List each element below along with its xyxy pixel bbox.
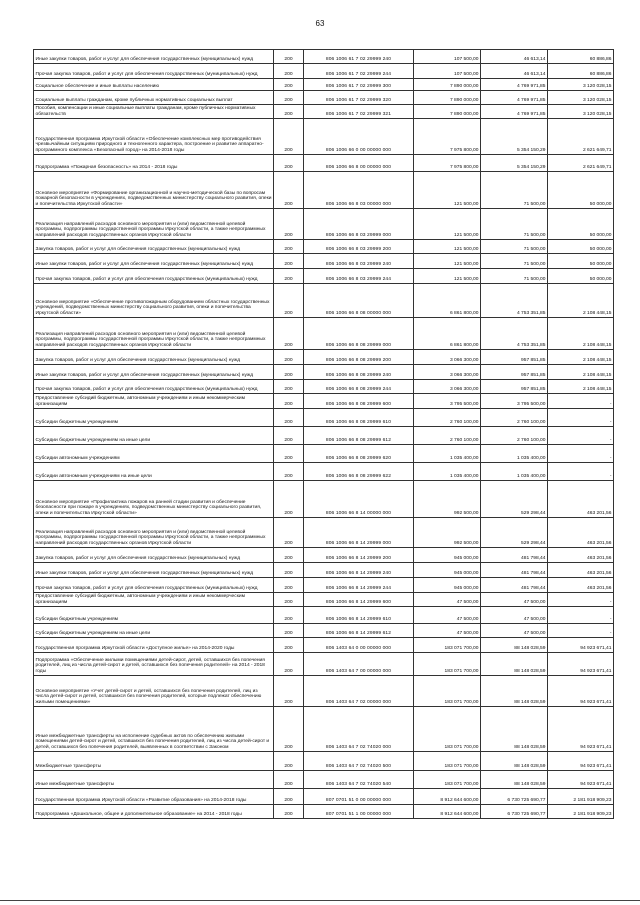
row-code-cell: 200	[274, 394, 304, 409]
row-executed-amount-cell: 2 760 100,00	[481, 427, 548, 445]
row-classification-cell: 806 1006 66 8 14 29999 612	[304, 624, 414, 638]
row-classification-cell: 806 1006 66 8 14 29999 240	[304, 563, 414, 578]
row-executed-amount-cell: 5 354 150,29	[481, 155, 548, 172]
row-executed-amount-cell: 71 500,00	[481, 172, 548, 209]
table-row	[34, 119, 614, 155]
row-classification-cell: 806 1403 64 7 02 74020 000	[304, 707, 414, 752]
row-code-cell: 200	[274, 676, 304, 707]
row-classification-cell: 806 1403 64 7 02 74020 500	[304, 752, 414, 771]
row-approved-amount-cell: 2 760 100,00	[414, 409, 481, 427]
table-row	[34, 593, 614, 607]
row-code-cell: 200	[274, 172, 304, 209]
row-classification-cell: 806 1006 66 8 14 29999 000	[304, 518, 414, 548]
table-row	[34, 380, 614, 394]
row-executed-amount-cell: 2 760 100,00	[481, 409, 548, 427]
row-name-cell: Прочая закупка товаров, работ и услуг для обеспечения государственных (муниципальных) нужд	[34, 380, 274, 394]
row-classification-cell: 806 1006 66 8 00 00000 000	[304, 155, 414, 172]
row-code-cell: 200	[274, 155, 304, 172]
table-row	[34, 409, 614, 427]
row-executed-amount-cell: 71 500,00	[481, 240, 548, 254]
row-classification-cell: 806 1006 66 8 08 29999 610	[304, 409, 414, 427]
row-classification-cell: 806 1006 66 8 08 29999 620	[304, 445, 414, 463]
row-classification-cell: 806 1006 66 8 08 29999 200	[304, 350, 414, 365]
row-executed-amount-cell: 957 851,85	[481, 350, 548, 365]
row-approved-amount-cell: 121 500,00	[414, 254, 481, 269]
row-remaining-amount-cell: 94 923 671,41	[548, 707, 614, 752]
row-approved-amount-cell: 107 500,00	[414, 64, 481, 79]
table-row	[34, 653, 614, 676]
row-remaining-amount-cell: -	[548, 607, 614, 624]
row-classification-cell: 806 1006 66 8 03 29999 200	[304, 240, 414, 254]
row-code-cell: 200	[274, 79, 304, 91]
page-bottom-rule	[0, 900, 640, 901]
row-approved-amount-cell: 8 912 644 600,00	[414, 805, 481, 819]
row-code-cell: 200	[274, 653, 304, 676]
table-row	[34, 805, 614, 819]
table-row	[34, 269, 614, 284]
row-approved-amount-cell: 183 071 700,00	[414, 676, 481, 707]
row-executed-amount-cell: 529 298,44	[481, 518, 548, 548]
row-name-cell: Основное мероприятие «Обеспечение противопожарным оборудованием областных государственных учреждений, подведомственных министерству социального развития, опеки и попечительства Иркутской области»	[34, 284, 274, 318]
row-approved-amount-cell: 183 071 700,00	[414, 638, 481, 653]
row-remaining-amount-cell: 463 201,56	[548, 563, 614, 578]
row-classification-cell: 806 1006 66 8 03 00000 000	[304, 172, 414, 209]
table-row	[34, 676, 614, 707]
row-approved-amount-cell: 183 071 700,00	[414, 771, 481, 789]
row-executed-amount-cell: 529 298,44	[481, 481, 548, 518]
row-name-cell: Социальное обеспечение и иные выплаты населению	[34, 79, 274, 91]
row-executed-amount-cell: 47 500,00	[481, 624, 548, 638]
row-approved-amount-cell: 121 500,00	[414, 172, 481, 209]
row-executed-amount-cell: 88 148 028,59	[481, 638, 548, 653]
row-approved-amount-cell: 121 500,00	[414, 240, 481, 254]
row-code-cell: 200	[274, 254, 304, 269]
row-approved-amount-cell: 1 035 400,00	[414, 463, 481, 481]
row-name-cell: Иные межбюджетные трансферты на исполнение судебных актов по обеспечению жилыми помещениями детей-сирот и детей, оставшихся без попечения родителей, лиц из числа детей-сирот и детей, оставшихся без попечения родителей, выявленных в соответствии с Законом	[34, 707, 274, 752]
row-remaining-amount-cell: 50 000,00	[548, 254, 614, 269]
row-name-cell: Прочая закупка товаров, работ и услуг для обеспечения государственных (муниципальных) нужд	[34, 64, 274, 79]
row-classification-cell: 806 1006 66 8 08 29999 600	[304, 394, 414, 409]
row-executed-amount-cell: 957 851,85	[481, 365, 548, 380]
row-remaining-amount-cell: 2 108 448,15	[548, 284, 614, 318]
row-classification-cell: 806 1006 61 7 02 29999 320	[304, 91, 414, 105]
row-remaining-amount-cell: 2 621 649,71	[548, 155, 614, 172]
row-code-cell: 200	[274, 105, 304, 119]
table-row	[34, 463, 614, 481]
table-row	[34, 707, 614, 752]
row-remaining-amount-cell: 94 923 671,41	[548, 638, 614, 653]
row-name-cell: Прочая закупка товаров, работ и услуг для обеспечения государственных (муниципальных) нужд	[34, 269, 274, 284]
row-remaining-amount-cell: -	[548, 394, 614, 409]
row-classification-cell: 806 1006 66 8 08 00000 000	[304, 284, 414, 318]
row-remaining-amount-cell: 50 000,00	[548, 240, 614, 254]
row-executed-amount-cell: 47 500,00	[481, 593, 548, 607]
table-row	[34, 79, 614, 91]
table-row	[34, 64, 614, 79]
row-name-cell: Подпрограмма «Пожарная безопасность» на 2014 - 2018 годы	[34, 155, 274, 172]
row-executed-amount-cell: 6 730 725 690,77	[481, 805, 548, 819]
row-approved-amount-cell: 3 066 300,00	[414, 380, 481, 394]
row-approved-amount-cell: 6 861 800,00	[414, 318, 481, 350]
row-code-cell: 200	[274, 805, 304, 819]
row-approved-amount-cell: 1 035 400,00	[414, 445, 481, 463]
row-remaining-amount-cell: 3 120 028,15	[548, 91, 614, 105]
row-code-cell: 200	[274, 607, 304, 624]
row-executed-amount-cell: 71 500,00	[481, 209, 548, 240]
row-remaining-amount-cell: -	[548, 624, 614, 638]
row-approved-amount-cell: 47 500,00	[414, 624, 481, 638]
row-executed-amount-cell: 4 769 971,85	[481, 91, 548, 105]
table-row	[34, 607, 614, 624]
row-executed-amount-cell: 481 798,44	[481, 578, 548, 593]
row-remaining-amount-cell: 60 886,86	[548, 64, 614, 79]
row-name-cell: Государственная программа Иркутской области «Развитие образования» на 2014-2018 годы	[34, 789, 274, 805]
row-code-cell: 200	[274, 518, 304, 548]
row-code-cell: 200	[274, 463, 304, 481]
table-row	[34, 518, 614, 548]
row-code-cell: 200	[274, 240, 304, 254]
table-body	[34, 50, 614, 819]
row-classification-cell: 806 1006 66 0 00 00000 000	[304, 119, 414, 155]
row-code-cell: 200	[274, 409, 304, 427]
row-name-cell: Закупка товаров, работ и услуг для обеспечения государственных (муниципальных) нужд	[34, 350, 274, 365]
row-remaining-amount-cell: -	[548, 427, 614, 445]
row-name-cell: Субсидии бюджетным учреждениям на иные цели	[34, 624, 274, 638]
row-remaining-amount-cell: -	[548, 445, 614, 463]
row-code-cell: 200	[274, 50, 304, 64]
row-approved-amount-cell: 183 071 700,00	[414, 707, 481, 752]
row-executed-amount-cell: 5 354 150,29	[481, 119, 548, 155]
table-row	[34, 752, 614, 771]
row-name-cell: Основное мероприятие «Профилактика пожаров на ранней стадии развития и обеспечение безопасности при пожаре в учреждениях, подведомственных министерству социального развития, опеки и попечительства Иркутской области»	[34, 481, 274, 518]
row-remaining-amount-cell: 50 000,00	[548, 209, 614, 240]
row-approved-amount-cell: 121 500,00	[414, 269, 481, 284]
table-row	[34, 394, 614, 409]
row-remaining-amount-cell: 2 181 918 909,23	[548, 789, 614, 805]
row-approved-amount-cell: 3 066 300,00	[414, 365, 481, 380]
row-code-cell: 200	[274, 380, 304, 394]
row-remaining-amount-cell: 50 000,00	[548, 172, 614, 209]
table-row	[34, 445, 614, 463]
row-approved-amount-cell: 2 760 100,00	[414, 427, 481, 445]
row-classification-cell: 806 1006 66 8 14 29999 600	[304, 593, 414, 607]
row-name-cell: Межбюджетные трансферты	[34, 752, 274, 771]
row-executed-amount-cell: 957 851,85	[481, 380, 548, 394]
row-code-cell: 200	[274, 119, 304, 155]
row-name-cell: Социальные выплаты гражданам, кроме публичных нормативных социальных выплат	[34, 91, 274, 105]
row-remaining-amount-cell: 3 120 028,15	[548, 79, 614, 91]
row-executed-amount-cell: 6 730 725 690,77	[481, 789, 548, 805]
budget-table	[33, 49, 614, 819]
row-code-cell: 200	[274, 707, 304, 752]
row-remaining-amount-cell: 2 108 448,15	[548, 318, 614, 350]
row-executed-amount-cell: 47 500,00	[481, 607, 548, 624]
row-name-cell: Субсидии автономным учреждениям	[34, 445, 274, 463]
row-code-cell: 200	[274, 638, 304, 653]
row-remaining-amount-cell: 94 923 671,41	[548, 752, 614, 771]
row-classification-cell: 806 1006 66 8 03 29999 000	[304, 209, 414, 240]
row-approved-amount-cell: 992 500,00	[414, 518, 481, 548]
row-remaining-amount-cell: 2 108 448,15	[548, 365, 614, 380]
table-row	[34, 91, 614, 105]
row-remaining-amount-cell: 2 621 649,71	[548, 119, 614, 155]
row-classification-cell: 806 1006 66 8 08 29999 612	[304, 427, 414, 445]
row-executed-amount-cell: 46 613,14	[481, 64, 548, 79]
row-executed-amount-cell: 1 035 400,00	[481, 463, 548, 481]
row-code-cell: 200	[274, 269, 304, 284]
row-code-cell: 200	[274, 624, 304, 638]
row-code-cell: 200	[274, 593, 304, 607]
table-row	[34, 105, 614, 119]
row-name-cell: Прочая закупка товаров, работ и услуг для обеспечения государственных (муниципальных) нужд	[34, 578, 274, 593]
row-code-cell: 200	[274, 563, 304, 578]
row-classification-cell: 806 1006 61 7 02 29999 300	[304, 79, 414, 91]
row-name-cell: Субсидии автономным учреждениям на иные цели	[34, 463, 274, 481]
row-remaining-amount-cell: 94 923 671,41	[548, 771, 614, 789]
row-code-cell: 200	[274, 350, 304, 365]
row-classification-cell: 806 1006 66 8 03 29999 240	[304, 254, 414, 269]
row-name-cell: Предоставление субсидий бюджетным, автономным учреждениям и иным некоммерческим организациям	[34, 593, 274, 607]
row-remaining-amount-cell: -	[548, 409, 614, 427]
row-name-cell: Закупка товаров, работ и услуг для обеспечения государственных (муниципальных) нужд	[34, 548, 274, 563]
table-row	[34, 155, 614, 172]
row-code-cell: 200	[274, 481, 304, 518]
row-executed-amount-cell: 88 148 028,59	[481, 676, 548, 707]
row-classification-cell: 806 1403 64 7 00 00000 000	[304, 653, 414, 676]
row-name-cell: Основное мероприятие «Формирование организационной и научно-методической базы по вопросам пожарной безопасности в учреждениях, подведомственных министерству социального развития, опеки и попечительства Иркутской области»	[34, 172, 274, 209]
row-code-cell: 200	[274, 427, 304, 445]
row-remaining-amount-cell: 2 108 448,15	[548, 350, 614, 365]
row-classification-cell: 806 1006 61 7 02 29999 240	[304, 50, 414, 64]
row-remaining-amount-cell: 463 201,56	[548, 548, 614, 563]
table-row	[34, 638, 614, 653]
row-executed-amount-cell: 1 035 400,00	[481, 445, 548, 463]
row-approved-amount-cell: 7 975 800,00	[414, 155, 481, 172]
table-row	[34, 254, 614, 269]
row-approved-amount-cell: 121 500,00	[414, 209, 481, 240]
row-code-cell: 200	[274, 771, 304, 789]
row-executed-amount-cell: 481 798,44	[481, 563, 548, 578]
row-name-cell: Реализация направлений расходов основного мероприятия и (или) ведомственной целевой программы, подпрограммы государственной программы Иркутской области, а также непрограммных направлений расходов государственных органов Иркутской области	[34, 518, 274, 548]
row-code-cell: 200	[274, 752, 304, 771]
row-executed-amount-cell: 88 148 028,59	[481, 752, 548, 771]
table-row	[34, 318, 614, 350]
row-executed-amount-cell: 88 148 028,59	[481, 707, 548, 752]
row-classification-cell: 806 1006 66 8 08 29999 244	[304, 380, 414, 394]
row-approved-amount-cell: 7 890 000,00	[414, 79, 481, 91]
row-classification-cell: 806 1006 61 7 02 29999 244	[304, 64, 414, 79]
row-executed-amount-cell: 88 148 028,59	[481, 653, 548, 676]
table-row	[34, 350, 614, 365]
row-classification-cell: 806 1006 66 8 03 29999 244	[304, 269, 414, 284]
table-row	[34, 548, 614, 563]
row-executed-amount-cell: 3 795 500,00	[481, 394, 548, 409]
row-remaining-amount-cell: 94 923 671,41	[548, 653, 614, 676]
row-remaining-amount-cell: 2 181 918 909,23	[548, 805, 614, 819]
row-code-cell: 200	[274, 365, 304, 380]
row-classification-cell: 806 1006 66 8 14 00000 000	[304, 481, 414, 518]
row-approved-amount-cell: 183 071 700,00	[414, 653, 481, 676]
row-name-cell: Субсидии бюджетным учреждениям	[34, 607, 274, 624]
table-row	[34, 427, 614, 445]
row-executed-amount-cell: 4 769 971,85	[481, 105, 548, 119]
row-approved-amount-cell: 945 000,00	[414, 548, 481, 563]
row-name-cell: Подпрограмма «Дошкольное, общее и дополнительное образование» на 2014 - 2018 годы	[34, 805, 274, 819]
row-executed-amount-cell: 4 769 971,85	[481, 79, 548, 91]
row-name-cell: Пособия, компенсации и иные социальные выплаты гражданам, кроме публичных нормативных обязательств	[34, 105, 274, 119]
row-name-cell: Иные межбюджетные трансферты	[34, 771, 274, 789]
row-remaining-amount-cell: -	[548, 593, 614, 607]
row-approved-amount-cell: 107 500,00	[414, 50, 481, 64]
row-remaining-amount-cell: 2 108 448,15	[548, 380, 614, 394]
row-executed-amount-cell: 4 753 351,85	[481, 284, 548, 318]
row-code-cell: 200	[274, 64, 304, 79]
row-code-cell: 200	[274, 318, 304, 350]
row-classification-cell: 806 1403 64 0 00 00000 000	[304, 638, 414, 653]
row-approved-amount-cell: 3 795 500,00	[414, 394, 481, 409]
row-name-cell: Иные закупки товаров, работ и услуг для обеспечения государственных (муниципальных) нужд	[34, 254, 274, 269]
row-code-cell: 200	[274, 578, 304, 593]
row-code-cell: 200	[274, 548, 304, 563]
table-row	[34, 624, 614, 638]
table-row	[34, 365, 614, 380]
row-classification-cell: 806 1006 66 8 08 29999 240	[304, 365, 414, 380]
row-remaining-amount-cell: 463 201,56	[548, 578, 614, 593]
row-classification-cell: 806 1006 66 8 14 29999 200	[304, 548, 414, 563]
page-number: 63	[315, 19, 325, 28]
row-approved-amount-cell: 8 912 644 600,00	[414, 789, 481, 805]
row-executed-amount-cell: 481 798,44	[481, 548, 548, 563]
table-row	[34, 481, 614, 518]
row-approved-amount-cell: 945 000,00	[414, 563, 481, 578]
table-row	[34, 240, 614, 254]
row-executed-amount-cell: 4 753 351,85	[481, 318, 548, 350]
row-approved-amount-cell: 6 861 800,00	[414, 284, 481, 318]
row-classification-cell: 806 1006 66 8 14 29999 610	[304, 607, 414, 624]
row-approved-amount-cell: 47 500,00	[414, 607, 481, 624]
row-classification-cell: 806 1006 61 7 02 29999 321	[304, 105, 414, 119]
row-executed-amount-cell: 71 500,00	[481, 269, 548, 284]
row-remaining-amount-cell: 3 120 028,15	[548, 105, 614, 119]
row-code-cell: 200	[274, 284, 304, 318]
row-name-cell: Государственная программа Иркутской области «Обеспечение комплексных мер противодействия чрезвычайным ситуациям природного и техногенного характера, построение и развитие аппаратно-программного комплекса «Безопасный город» на 2014-2018 годы	[34, 119, 274, 155]
row-approved-amount-cell: 7 890 000,00	[414, 91, 481, 105]
row-remaining-amount-cell: 60 886,86	[548, 50, 614, 64]
row-remaining-amount-cell: 463 201,56	[548, 481, 614, 518]
row-classification-cell: 806 1403 64 7 02 00000 000	[304, 676, 414, 707]
row-name-cell: Государственная программа Иркутской области «Доступное жилье» на 2014-2020 годы	[34, 638, 274, 653]
row-classification-cell: 806 1006 66 8 14 29999 244	[304, 578, 414, 593]
row-approved-amount-cell: 3 066 300,00	[414, 350, 481, 365]
row-name-cell: Иные закупки товаров, работ и услуг для обеспечения государственных (муниципальных) нужд	[34, 365, 274, 380]
row-approved-amount-cell: 183 071 700,00	[414, 752, 481, 771]
row-name-cell: Подпрограмма «Обеспечение жилыми помещениями детей-сирот, детей, оставшихся без попечения родителей, лиц из числа детей-сирот и детей, оставшихся без попечения родителей» на 2014 - 2018 годы	[34, 653, 274, 676]
row-name-cell: Субсидии бюджетным учреждениям на иные цели	[34, 427, 274, 445]
row-name-cell: Субсидии бюджетным учреждениям	[34, 409, 274, 427]
row-classification-cell: 806 1403 64 7 02 74020 540	[304, 771, 414, 789]
table-row	[34, 563, 614, 578]
row-classification-cell: 807 0701 51 1 00 00000 000	[304, 805, 414, 819]
row-name-cell: Закупка товаров, работ и услуг для обеспечения государственных (муниципальных) нужд	[34, 240, 274, 254]
row-name-cell: Реализация направлений расходов основного мероприятия и (или) ведомственной целевой программы, подпрограммы государственной программы Иркутской области, а также непрограммных направлений расходов государственных органов Иркутской области	[34, 209, 274, 240]
row-classification-cell: 807 0701 51 0 00 00000 000	[304, 789, 414, 805]
row-remaining-amount-cell: 463 201,56	[548, 518, 614, 548]
row-approved-amount-cell: 945 000,00	[414, 578, 481, 593]
table-row	[34, 771, 614, 789]
row-executed-amount-cell: 88 148 028,59	[481, 771, 548, 789]
row-executed-amount-cell: 71 500,00	[481, 254, 548, 269]
row-code-cell: 200	[274, 445, 304, 463]
table-row	[34, 50, 614, 64]
row-remaining-amount-cell: 94 923 671,41	[548, 676, 614, 707]
table-row	[34, 172, 614, 209]
table-row	[34, 284, 614, 318]
row-code-cell: 200	[274, 209, 304, 240]
row-approved-amount-cell: 992 500,00	[414, 481, 481, 518]
row-approved-amount-cell: 47 500,00	[414, 593, 481, 607]
row-name-cell: Иные закупки товаров, работ и услуг для обеспечения государственных (муниципальных) нужд	[34, 50, 274, 64]
row-approved-amount-cell: 7 890 000,00	[414, 105, 481, 119]
row-name-cell: Основное мероприятие «Учет детей-сирот и детей, оставшихся без попечения родителей, лиц из числа детей-сирот и детей, оставшихся без попечения родителей, которые подлежат обеспечению жилыми помещениями»	[34, 676, 274, 707]
row-code-cell: 200	[274, 789, 304, 805]
row-name-cell: Предоставление субсидий бюджетным, автономным учреждениям и иным некоммерческим организациям	[34, 394, 274, 409]
row-classification-cell: 806 1006 66 8 08 29999 000	[304, 318, 414, 350]
row-remaining-amount-cell: -	[548, 463, 614, 481]
row-approved-amount-cell: 7 975 800,00	[414, 119, 481, 155]
table-row	[34, 578, 614, 593]
row-name-cell: Иные закупки товаров, работ и услуг для обеспечения государственных (муниципальных) нужд	[34, 563, 274, 578]
row-executed-amount-cell: 46 613,14	[481, 50, 548, 64]
row-code-cell: 200	[274, 91, 304, 105]
table-row	[34, 209, 614, 240]
row-remaining-amount-cell: 50 000,00	[548, 269, 614, 284]
row-name-cell: Реализация направлений расходов основного мероприятия и (или) ведомственной целевой программы, подпрограммы государственной программы Иркутской области, а также непрограммных направлений расходов государственных органов Иркутской области	[34, 318, 274, 350]
row-classification-cell: 806 1006 66 8 08 29999 622	[304, 463, 414, 481]
table-row	[34, 789, 614, 805]
